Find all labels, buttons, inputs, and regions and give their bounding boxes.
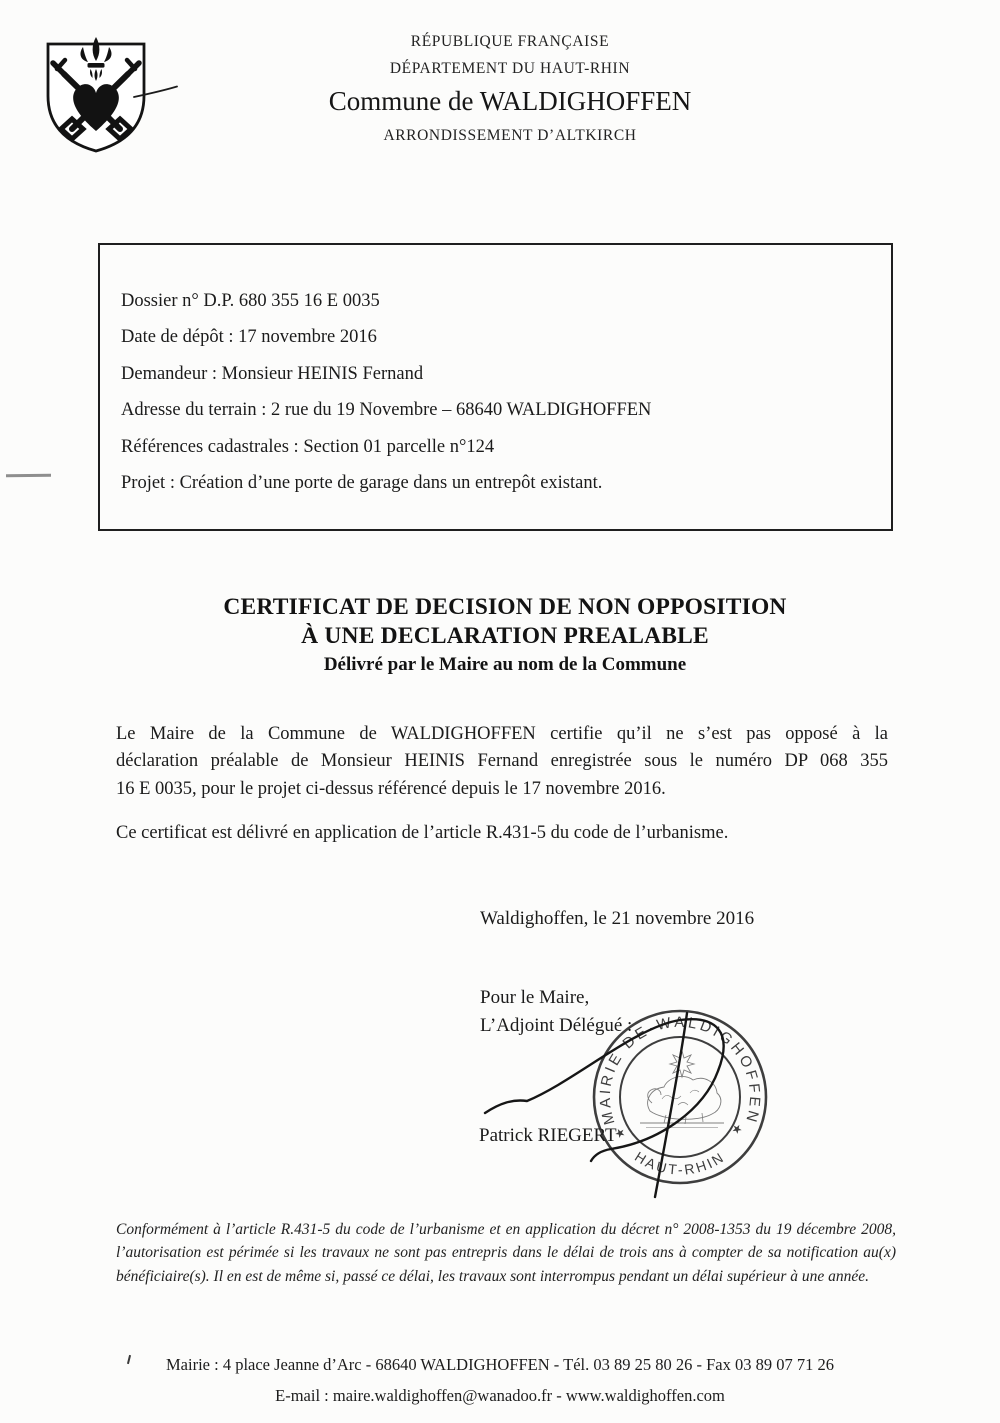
paragraph-line: déclaration préalable de Monsieur HEINIS Fernand enregistrée sous le numéro DP 068 355	[116, 751, 888, 772]
certificate-title	[0, 592, 1000, 679]
address-line: Adresse du terrain : 2 rue du 19 Novembre – 68640 WALDIGHOFFEN	[121, 400, 652, 421]
application-article-paragraph: Ce certificat est délivré en application de l’article R.431-5 du code de l’urbanisme.	[116, 823, 729, 843]
stamp-bottom-text: HAUT-RHIN	[632, 1148, 728, 1178]
title-subtitle: Délivré par le Maire au nom de la Commune	[323, 654, 687, 675]
legal-note-line: bénéficiaire(s). Il en est de même si, passé ce délai, les travaux sont interrompus pendant un délai supérieur à une année.	[116, 1267, 870, 1285]
paragraph-line: 16 E 0035, pour le projet ci-dessus référencé depuis le 17 novembre 2016.	[116, 778, 666, 799]
project-line: Projet : Création d’une porte de garage dans un entrepôt existant.	[121, 473, 603, 494]
certification-paragraph	[116, 721, 888, 803]
stamp-top-text: MAIRIE DE·WALDIGHOFFEN	[596, 1013, 764, 1127]
deposit-date-line: Date de dépôt : 17 novembre 2016	[121, 327, 377, 348]
deputy-line: L’Adjoint Délégué :	[480, 1014, 633, 1036]
dossier-info-box	[98, 243, 893, 531]
dossier-number-line: Dossier n° D.P. 680 355 16 E 0035	[121, 291, 380, 311]
scan-dash-artifact	[6, 474, 51, 477]
footer-address-line: Mairie : 4 place Jeanne d’Arc - 68640 WALDIGHOFFEN - Tél. 03 89 25 80 26 - Fax 03 89 07 71 26	[166, 1355, 834, 1374]
signer-name: Patrick RIEGERT	[479, 1125, 617, 1146]
place-and-date: Waldighoffen, le 21 novembre 2016	[480, 908, 755, 929]
stamp-star-right: ★	[728, 1120, 746, 1138]
for-mayor-line: Pour le Maire,	[480, 987, 590, 1008]
title-line-2: À UNE DECLARATION PREALABLE	[301, 623, 709, 649]
paragraph-line: Le Maire de la Commune de WALDIGHOFFEN certifie qu’il ne s’est pas opposé à la	[116, 724, 888, 744]
legal-note-line: Conformément à l’article R.431-5 du code de l’urbanisme et en application du décret n° 2008-1353 du 19 décembre 2008,	[116, 1221, 896, 1238]
footer-contact-line: E-mail : maire.waldighoffen@wanadoo.fr - www.waldighoffen.com	[275, 1386, 725, 1405]
applicant-line: Demandeur : Monsieur HEINIS Fernand	[121, 363, 424, 384]
legal-note-line: l’autorisation est périmée si les travaux ne sont pas entrepris dans le délai de trois ans à compter de sa notification au(x)	[116, 1244, 896, 1262]
handwritten-signature	[455, 985, 885, 1215]
document-header	[170, 0, 850, 160]
cadastral-line: Références cadastrales : Section 01 parcelle n°124	[121, 436, 495, 457]
commune-line: Commune de WALDIGHOFFEN	[328, 86, 692, 116]
republic-line: RÉPUBLIQUE FRANÇAISE	[410, 33, 610, 50]
department-line: DÉPARTEMENT DU HAUT-RHIN	[389, 60, 631, 77]
stamp-star-left: ★	[611, 1124, 629, 1142]
document-footer	[0, 1349, 1000, 1411]
legal-note	[116, 1218, 896, 1288]
arrondissement-line: ARRONDISSEMENT D’ALTKIRCH	[383, 127, 637, 144]
commune-coat-of-arms	[44, 34, 178, 158]
title-line-1: CERTIFICAT DE DECISION DE NON OPPOSITION	[223, 594, 787, 620]
